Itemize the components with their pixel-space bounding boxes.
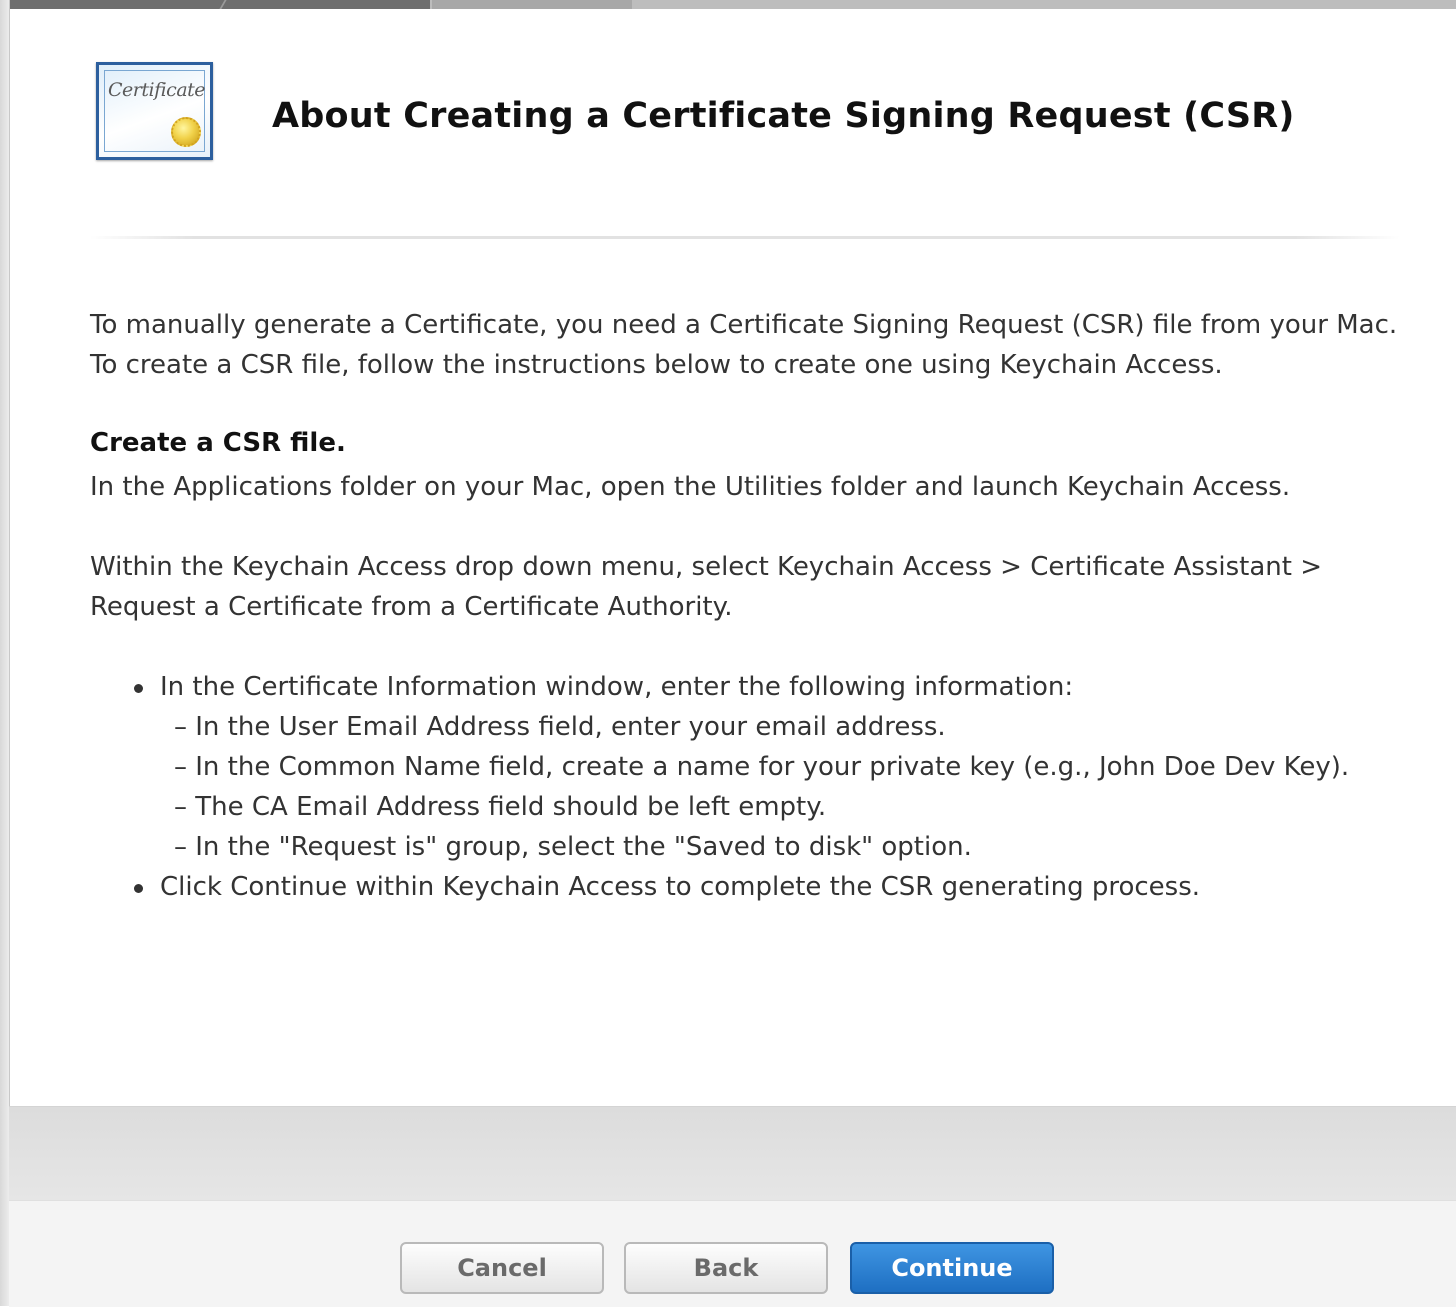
section-heading: Create a CSR file.	[90, 428, 346, 458]
bullet-dot-icon	[134, 884, 143, 893]
header-divider	[90, 236, 1400, 239]
instructions-content	[90, 305, 1410, 907]
sub-list	[160, 707, 1410, 867]
bullet-item	[134, 667, 1410, 867]
cancel-button[interactable]: Cancel	[400, 1242, 604, 1294]
bullet-dot-icon	[134, 684, 143, 693]
bullet-list	[90, 667, 1410, 907]
page-title: About Creating a Certificate Signing Request (CSR)	[272, 96, 1295, 136]
back-button[interactable]: Back	[624, 1242, 828, 1294]
sub-item: – The CA Email Address field should be left empty.	[174, 792, 827, 822]
seal-icon	[171, 117, 201, 147]
continue-button[interactable]: Continue	[850, 1242, 1054, 1294]
certificate-icon-script: Certificate	[108, 79, 206, 101]
progress-segment-1	[0, 0, 430, 9]
intro-text: To manually generate a Certificate, you need a Certificate Signing Request (CSR) file from your Mac. To create a CSR file, follow the instructions below to create one using Keychain Access.	[90, 310, 1398, 380]
footer-band	[9, 1106, 1456, 1201]
bullet-text: Click Continue within Keychain Access to complete the CSR generating process.	[160, 872, 1201, 902]
progress-segment-2	[432, 0, 632, 9]
sub-item: – In the "Request is" group, select the "Saved to disk" option.	[174, 832, 972, 862]
certificate-icon	[96, 62, 213, 160]
step-text-1: In the Applications folder on your Mac, open the Utilities folder and launch Keychain Access.	[90, 472, 1291, 502]
top-progress-bar	[0, 0, 1456, 9]
bullet-text: In the Certificate Information window, enter the following information:	[160, 672, 1074, 702]
step-text-2: Within the Keychain Access drop down menu, select Keychain Access > Certificate Assistant > Request a Certificate from a Certificate Authority.	[90, 552, 1323, 622]
sub-item: – In the Common Name field, create a name for your private key (e.g., John Doe Dev Key).	[174, 752, 1350, 782]
bullet-item	[134, 867, 1410, 907]
sub-item: – In the User Email Address field, enter your email address.	[174, 712, 946, 742]
